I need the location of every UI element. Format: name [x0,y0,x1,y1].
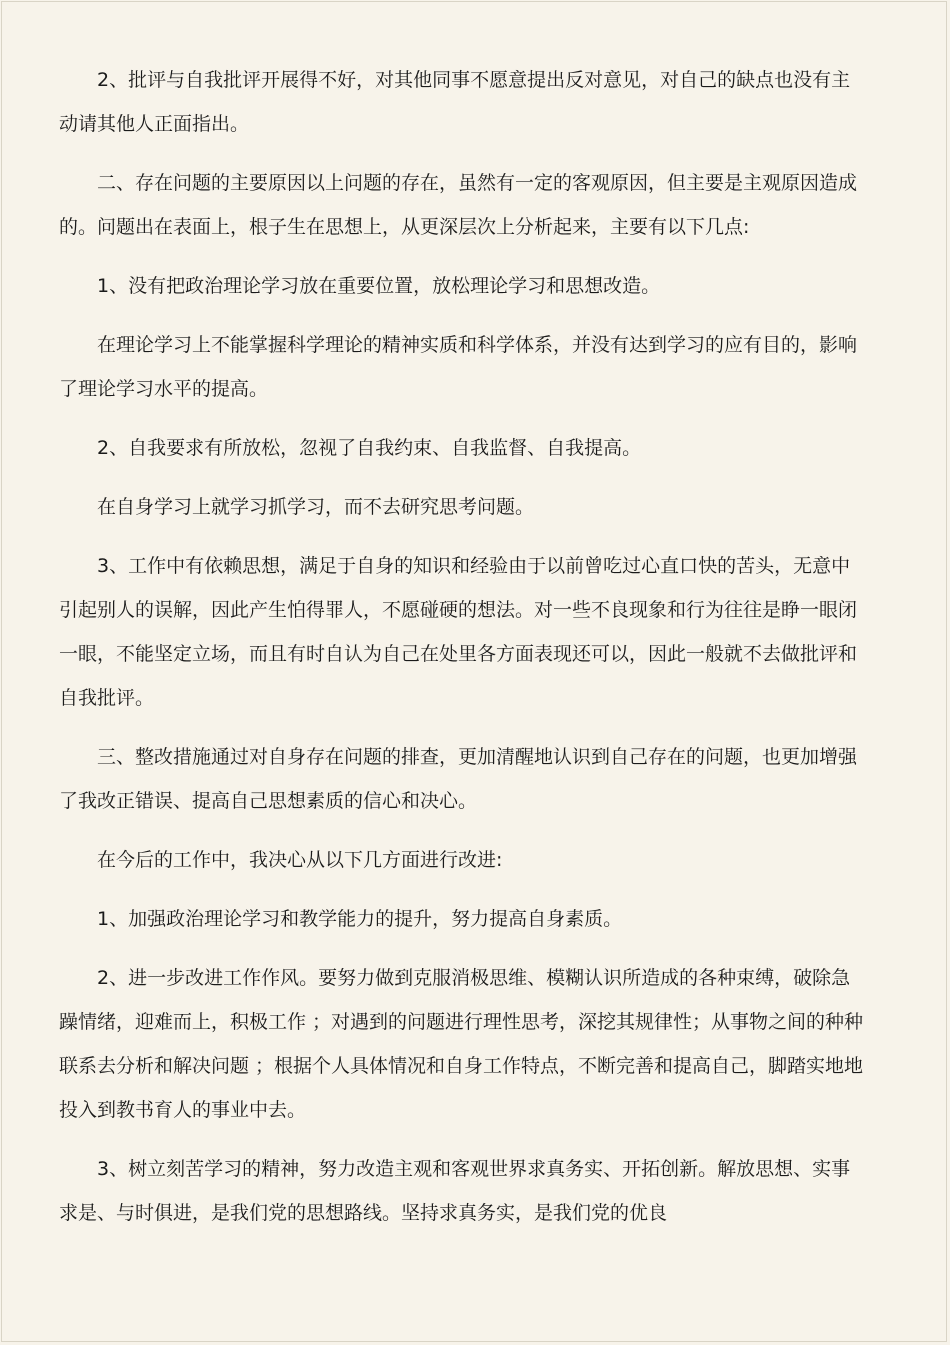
paragraph-rectification-measures: 三、整改措施通过对自身存在问题的排查，更加清醒地认识到自己存在的问题，也更加增强了我改正错误、提高自己思想素质的信心和决心。 [59,746,858,812]
paragraph-cause-2-detail: 在自身学习上就学习抓学习，而不去研究思考问题。 [97,496,535,518]
document-body [59,58,869,1235]
paragraph-cause-1: 1、没有把政治理论学习放在重要位置，放松理论学习和思想改造。 [97,275,661,297]
paragraph-measure-1: 1、加强政治理论学习和教学能力的提升，努力提高自身素质。 [97,908,623,930]
paragraph-cause-1-detail: 在理论学习上不能掌握科学理论的精神实质和科学体系，并没有达到学习的应有目的，影响了理论学习水平的提高。 [59,334,858,400]
paragraph-criticism: 2、批评与自我批评开展得不好，对其他同事不愿意提出反对意见，对自己的缺点也没有主动请其他人正面指出。 [59,69,851,135]
paragraph-cause-3: 3、工作中有依赖思想，满足于自身的知识和经验由于以前曾吃过心直口快的苦头，无意中引起别人的误解，因此产生怕得罪人，不愿碰硬的想法。对一些不良现象和行为往往是睁一眼闭一眼，不能坚定立场，而且有时自认为自己在处里各方面表现还可以，因此一般就不去做批评和自我批评。 [59,555,858,709]
document-page [1,1,947,1342]
paragraph-future-work: 在今后的工作中，我决心从以下几方面进行改进: [97,849,503,871]
paragraph-measure-2: 2、进一步改进工作作风。要努力做到克服消极思维、模糊认识所造成的各种束缚，破除急躁情绪，迎难而上，积极工作 ；对遇到的问题进行理性思考，深挖其规律性；从事物之间的种种联系去分析和解决问题 ；根据个人具体情况和自身工作特点，不断完善和提高自己，脚踏实地地投入到教书育人的事业中去。 [59,967,864,1121]
paragraph-measure-3: 3、树立刻苦学习的精神，努力改造主观和客观世界求真务实、开拓创新。解放思想、实事求是、与时俱进，是我们党的思想路线。坚持求真务实，是我们党的优良 [59,1158,851,1224]
paragraph-main-causes: 二、存在问题的主要原因以上问题的存在，虽然有一定的客观原因，但主要是主观原因造成的。问题出在表面上，根子生在思想上，从更深层次上分析起来，主要有以下几点: [59,172,858,238]
paragraph-cause-2: 2、自我要求有所放松，忽视了自我约束、自我监督、自我提高。 [97,437,642,459]
